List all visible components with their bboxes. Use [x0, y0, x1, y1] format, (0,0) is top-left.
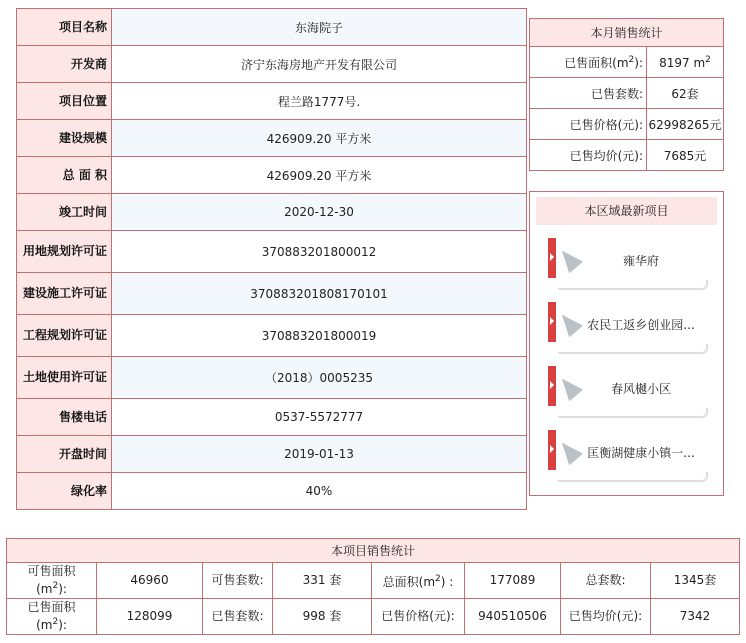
- item-shadow: [558, 344, 708, 354]
- item-shadow: [558, 472, 708, 482]
- info-row: [17, 120, 527, 157]
- info-value: 2020-12-30: [112, 194, 527, 231]
- arrow-marker-icon: [548, 238, 556, 278]
- monthly-area-value: 8197 $m^2$: [647, 47, 724, 78]
- info-value: 程兰路1777号.: [112, 83, 527, 120]
- item-shadow: [558, 280, 708, 290]
- info-label: 土地使用许可证: [17, 357, 112, 399]
- new-project-name: 雍华府: [622, 254, 659, 268]
- project-info-table: [16, 8, 527, 510]
- info-label: 绿化率: [17, 473, 112, 510]
- new-projects-title: 本区域最新项目: [536, 197, 717, 225]
- new-project-link[interactable]: [548, 238, 718, 294]
- available-units-label: 可售套数:: [203, 563, 273, 599]
- monthly-avg-value: 7685元: [647, 140, 724, 171]
- monthly-sales-title: 本月销售统计: [530, 19, 724, 47]
- info-value: 40%: [112, 473, 527, 510]
- info-label: 开发商: [17, 46, 112, 83]
- info-label: 建设施工许可证: [17, 273, 112, 315]
- available-area-value: 46960: [97, 563, 203, 599]
- total-units-value: 1345套: [651, 563, 740, 599]
- info-row: [17, 157, 527, 194]
- sold-price-label: 已售价格(元):: [372, 599, 465, 635]
- info-value: 0537-5572777: [112, 399, 527, 436]
- info-row: [17, 83, 527, 120]
- info-label: 项目位置: [17, 83, 112, 120]
- info-row: [17, 315, 527, 357]
- total-area-value: 177089: [465, 563, 561, 599]
- info-row: [17, 357, 527, 399]
- info-value: 2019-01-13: [112, 436, 527, 473]
- monthly-units-value: 62套: [647, 78, 724, 109]
- info-value: 济宁东海房地产开发有限公司: [112, 46, 527, 83]
- monthly-area-label: 已售面积$(m^2)$:: [530, 47, 647, 78]
- available-area-label: 可售面积 $(m^2)$:: [7, 563, 97, 599]
- info-value: 东海院子: [112, 9, 527, 46]
- sold-area-label: 已售面积 $(m^2)$:: [7, 599, 97, 635]
- info-row: [17, 194, 527, 231]
- info-value: 370883201800019: [112, 315, 527, 357]
- info-value: （2018）0005235: [112, 357, 527, 399]
- info-label: 总 面 积: [17, 157, 112, 194]
- monthly-avg-label: 已售均价(元):: [530, 140, 647, 171]
- info-label: 竣工时间: [17, 194, 112, 231]
- info-row: [17, 231, 527, 273]
- sold-avg-value: 7342: [651, 599, 740, 635]
- sold-units-value: 998 套: [273, 599, 372, 635]
- info-row: [17, 46, 527, 83]
- available-units-value: 331 套: [273, 563, 372, 599]
- new-project-name: 春风樾小区: [610, 382, 671, 396]
- new-project-link[interactable]: [548, 430, 718, 486]
- arrow-marker-icon: [548, 366, 556, 406]
- info-label: 售楼电话: [17, 399, 112, 436]
- total-area-label: 总面积$(m^2)$ :: [372, 563, 465, 599]
- arrow-marker-icon: [548, 302, 556, 342]
- new-projects-panel: [529, 191, 724, 496]
- info-value: 426909.20 平方米: [112, 157, 527, 194]
- info-row: [17, 273, 527, 315]
- new-project-name: 农民工返乡创业园...: [587, 318, 695, 332]
- item-shadow: [558, 408, 708, 418]
- info-value: 370883201800012: [112, 231, 527, 273]
- project-sales-title: 本项目销售统计: [7, 539, 740, 563]
- info-label: 用地规划许可证: [17, 231, 112, 273]
- info-row: [17, 473, 527, 510]
- project-sales-table: [6, 538, 740, 635]
- info-value: 370883201808170101: [112, 273, 527, 315]
- info-row: [17, 436, 527, 473]
- total-units-label: 总套数:: [561, 563, 651, 599]
- monthly-price-label: 已售价格(元):: [530, 109, 647, 140]
- monthly-sales-panel: [529, 18, 724, 171]
- new-project-link[interactable]: [548, 366, 718, 422]
- info-value: 426909.20 平方米: [112, 120, 527, 157]
- new-project-name: 匡衡湖健康小镇一...: [587, 446, 695, 460]
- info-label: 开盘时间: [17, 436, 112, 473]
- info-row: [17, 9, 527, 46]
- monthly-price-value: 62998265元: [647, 109, 724, 140]
- info-row: [17, 399, 527, 436]
- monthly-units-label: 已售套数:: [530, 78, 647, 109]
- sold-area-value: 128099: [97, 599, 203, 635]
- new-project-link[interactable]: [548, 302, 718, 358]
- arrow-marker-icon: [548, 430, 556, 470]
- info-label: 建设规模: [17, 120, 112, 157]
- sold-avg-label: 已售均价(元):: [561, 599, 651, 635]
- info-label: 项目名称: [17, 9, 112, 46]
- info-label: 工程规划许可证: [17, 315, 112, 357]
- sold-price-value: 940510506: [465, 599, 561, 635]
- sold-units-label: 已售套数:: [203, 599, 273, 635]
